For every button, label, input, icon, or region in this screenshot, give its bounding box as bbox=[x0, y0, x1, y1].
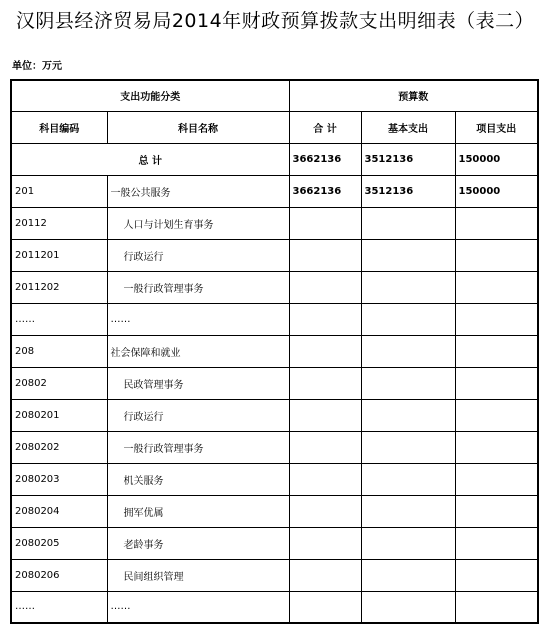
row-total-cell bbox=[289, 335, 361, 367]
row-name-cell: 社会保障和就业 bbox=[107, 335, 289, 367]
table-row bbox=[11, 303, 538, 335]
row-name-cell: 老龄事务 bbox=[107, 527, 289, 559]
row-project-cell bbox=[455, 335, 538, 367]
summary-total: 3662136 bbox=[289, 143, 361, 175]
row-project-cell bbox=[455, 431, 538, 463]
row-basic-cell bbox=[361, 527, 455, 559]
row-name-cell: 人口与计划生育事务 bbox=[107, 207, 289, 239]
row-code-cell: 20112 bbox=[11, 207, 107, 239]
row-code-cell: 2080205 bbox=[11, 527, 107, 559]
row-project-cell bbox=[455, 527, 538, 559]
row-name-cell: …… bbox=[107, 303, 289, 335]
row-code-cell: 20802 bbox=[11, 367, 107, 399]
row-name-cell: 民政管理事务 bbox=[107, 367, 289, 399]
row-basic-cell bbox=[361, 559, 455, 591]
row-basic-cell bbox=[361, 463, 455, 495]
row-total-cell bbox=[289, 463, 361, 495]
row-total-cell bbox=[289, 527, 361, 559]
row-total-cell bbox=[289, 271, 361, 303]
table-row bbox=[11, 591, 538, 623]
table-row bbox=[11, 271, 538, 303]
row-total-cell bbox=[289, 367, 361, 399]
row-basic-cell bbox=[361, 335, 455, 367]
row-code-cell: 2080203 bbox=[11, 463, 107, 495]
table-row bbox=[11, 527, 538, 559]
row-total-cell bbox=[289, 399, 361, 431]
row-project-cell bbox=[455, 207, 538, 239]
row-basic-cell bbox=[361, 591, 455, 623]
row-basic-cell bbox=[361, 431, 455, 463]
row-code-cell: …… bbox=[11, 591, 107, 623]
table-row bbox=[11, 175, 538, 207]
row-project-cell bbox=[455, 399, 538, 431]
row-basic-cell bbox=[361, 399, 455, 431]
row-name-cell: …… bbox=[107, 591, 289, 623]
table-row bbox=[11, 463, 538, 495]
table-row bbox=[11, 239, 538, 271]
row-name-cell: 一般公共服务 bbox=[107, 175, 289, 207]
row-basic-cell bbox=[361, 271, 455, 303]
summary-project: 150000 bbox=[455, 143, 538, 175]
page-title: 汉阴县经济贸易局2014年财政预算拨款支出明细表（表二） bbox=[15, 10, 535, 32]
total-column-header: 合 计 bbox=[289, 111, 361, 143]
row-project-cell bbox=[455, 495, 538, 527]
row-code-cell: 2080202 bbox=[11, 431, 107, 463]
row-total-cell bbox=[289, 207, 361, 239]
row-code-cell: 2080204 bbox=[11, 495, 107, 527]
group-header-row bbox=[11, 80, 538, 111]
table-row bbox=[11, 367, 538, 399]
code-column-header: 科目编码 bbox=[11, 111, 107, 143]
summary-basic: 3512136 bbox=[361, 143, 455, 175]
budget-header: 预算数 bbox=[289, 80, 538, 111]
row-basic-cell bbox=[361, 495, 455, 527]
function-class-header: 支出功能分类 bbox=[11, 80, 289, 111]
row-project-cell bbox=[455, 591, 538, 623]
row-code-cell: 2011202 bbox=[11, 271, 107, 303]
row-total-cell bbox=[289, 239, 361, 271]
row-basic-cell: 3512136 bbox=[361, 175, 455, 207]
row-project-cell bbox=[455, 559, 538, 591]
row-code-cell: …… bbox=[11, 303, 107, 335]
unit-label: 单位：万元 bbox=[12, 61, 62, 72]
row-total-cell bbox=[289, 303, 361, 335]
table-row bbox=[11, 431, 538, 463]
budget-table bbox=[10, 79, 539, 624]
row-basic-cell bbox=[361, 303, 455, 335]
row-name-cell: 一般行政管理事务 bbox=[107, 431, 289, 463]
project-column-header: 项目支出 bbox=[455, 111, 538, 143]
table-row bbox=[11, 495, 538, 527]
row-total-cell bbox=[289, 495, 361, 527]
row-project-cell bbox=[455, 239, 538, 271]
row-total-cell: 3662136 bbox=[289, 175, 361, 207]
table-row bbox=[11, 207, 538, 239]
row-name-cell: 行政运行 bbox=[107, 399, 289, 431]
row-name-cell: 一般行政管理事务 bbox=[107, 271, 289, 303]
row-code-cell: 2011201 bbox=[11, 239, 107, 271]
summary-label: 总 计 bbox=[11, 143, 289, 175]
row-total-cell bbox=[289, 559, 361, 591]
row-project-cell bbox=[455, 367, 538, 399]
row-project-cell bbox=[455, 303, 538, 335]
table-row bbox=[11, 559, 538, 591]
row-code-cell: 2080201 bbox=[11, 399, 107, 431]
name-column-header: 科目名称 bbox=[107, 111, 289, 143]
row-basic-cell bbox=[361, 207, 455, 239]
row-total-cell bbox=[289, 431, 361, 463]
basic-column-header: 基本支出 bbox=[361, 111, 455, 143]
summary-row bbox=[11, 143, 538, 175]
row-project-cell bbox=[455, 463, 538, 495]
row-name-cell: 行政运行 bbox=[107, 239, 289, 271]
row-code-cell: 201 bbox=[11, 175, 107, 207]
row-basic-cell bbox=[361, 239, 455, 271]
row-name-cell: 机关服务 bbox=[107, 463, 289, 495]
row-code-cell: 2080206 bbox=[11, 559, 107, 591]
row-project-cell bbox=[455, 271, 538, 303]
row-name-cell: 拥军优属 bbox=[107, 495, 289, 527]
row-basic-cell bbox=[361, 367, 455, 399]
row-code-cell: 208 bbox=[11, 335, 107, 367]
row-total-cell bbox=[289, 591, 361, 623]
table-row bbox=[11, 335, 538, 367]
column-header-row bbox=[11, 111, 538, 143]
table-row bbox=[11, 399, 538, 431]
row-project-cell: 150000 bbox=[455, 175, 538, 207]
row-name-cell: 民间组织管理 bbox=[107, 559, 289, 591]
